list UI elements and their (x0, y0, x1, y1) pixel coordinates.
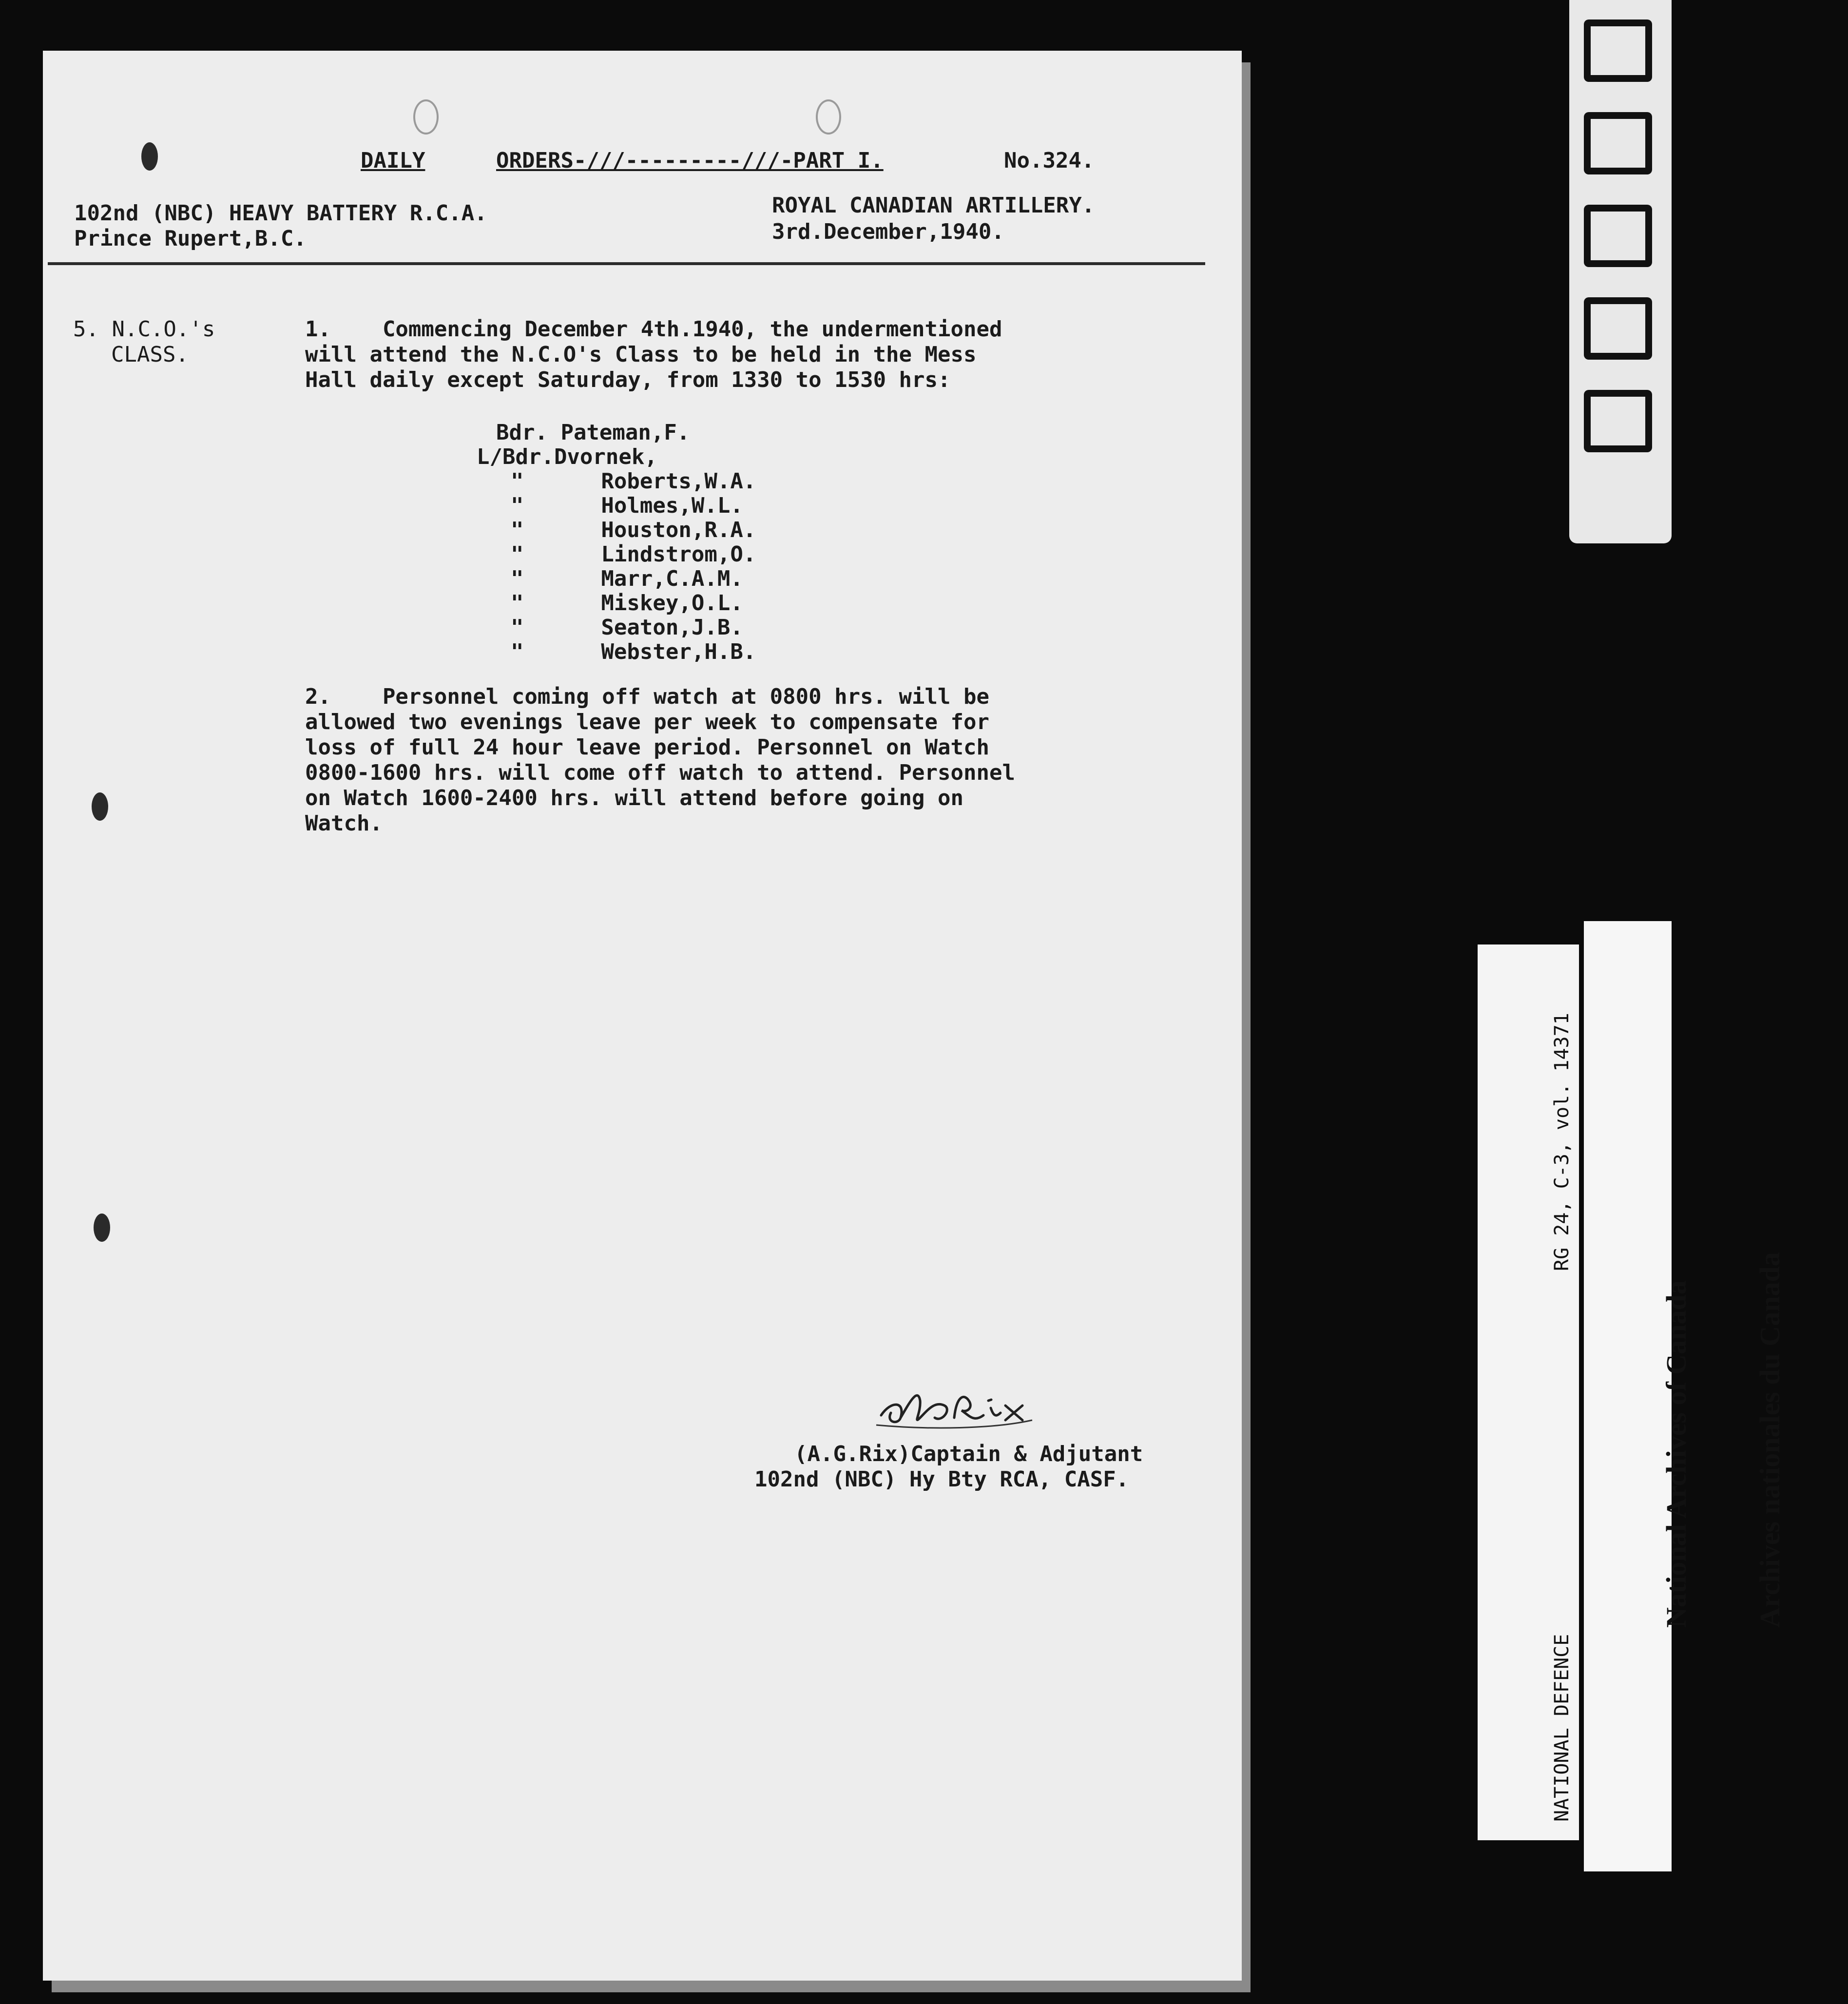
frame-digit (1584, 112, 1652, 174)
unit-location: Prince Rupert,B.C. (74, 226, 307, 251)
para2-line: 2. Personnel coming off watch at 0800 hrs. will be (305, 684, 989, 709)
name-item: L/Bdr.Dvornek, (477, 444, 657, 469)
order-date: 3rd.December,1940. (772, 219, 1004, 244)
para2-line: Watch. (305, 811, 383, 836)
para2-line: allowed two evenings leave per week to compensate for (305, 710, 989, 734)
section-heading-sub: CLASS. (111, 342, 189, 367)
punch-hole-bottom (94, 1214, 110, 1242)
para2-line: loss of full 24 hour leave period. Personnel on Watch (305, 735, 989, 760)
para1-line: 1. Commencing December 4th.1940, the undermentioned (305, 317, 1002, 342)
frame-digit (1584, 297, 1652, 360)
name-item: " Lindstrom,O. (511, 542, 756, 567)
punch-hole-top (141, 142, 158, 171)
binder-ring-right (816, 99, 841, 135)
defence-label: NATIONAL DEFENCE (1551, 1634, 1573, 1822)
para2-line: 0800-1600 hrs. will come off watch to attend. Personnel (305, 760, 1015, 785)
title-orders: ORDERS-///---------///-PART I. (496, 148, 884, 173)
signature-unit: 102nd (NBC) Hy Bty RCA, CASF. (754, 1467, 1129, 1492)
record-group-reference: RG 24, C-3, vol. 14371 (1551, 1013, 1573, 1271)
frame-digit (1584, 19, 1652, 82)
name-item: " Miskey,O.L. (511, 591, 743, 616)
national-archives-stamp (1584, 921, 1786, 1871)
punch-hole-middle (92, 792, 108, 821)
header-rule (48, 262, 1205, 265)
frame-digit (1584, 390, 1652, 452)
title-daily: DAILY (361, 148, 425, 173)
name-item: " Webster,H.B. (511, 639, 756, 664)
name-item: " Seaton,J.B. (511, 615, 743, 640)
para1-line: Hall daily except Saturday, from 1330 to 1530 hrs: (305, 367, 951, 392)
name-item: Bdr. Pateman,F. (496, 420, 690, 445)
frame-number-strip (1569, 0, 1672, 543)
document-page (43, 51, 1242, 1981)
unit-name: 102nd (NBC) HEAVY BATTERY R.C.A. (74, 201, 487, 226)
para2-line: on Watch 1600-2400 hrs. will attend before going on (305, 786, 964, 810)
name-item: " Marr,C.A.M. (511, 566, 743, 591)
section-heading: 5. N.C.O.'s (73, 317, 215, 342)
name-item: " Roberts,W.A. (511, 469, 756, 494)
name-item: " Houston,R.A. (511, 518, 756, 542)
national-archives-label: National Archives of Canada Archives nationales du Canada (1660, 1252, 1786, 1628)
handwritten-signature (871, 1371, 1076, 1445)
order-number: No.324. (1004, 148, 1095, 173)
para1-line: will attend the N.C.O's Class to be held in the Mess (305, 342, 977, 367)
signature-name-title: (A.G.Rix)Captain & Adjutant (794, 1442, 1143, 1466)
binder-ring-left (413, 99, 439, 135)
name-item: " Holmes,W.L. (511, 493, 743, 518)
frame-digit (1584, 205, 1652, 267)
archive-reference-stamp (1478, 944, 1579, 1840)
corps-name: ROYAL CANADIAN ARTILLERY. (772, 193, 1095, 218)
